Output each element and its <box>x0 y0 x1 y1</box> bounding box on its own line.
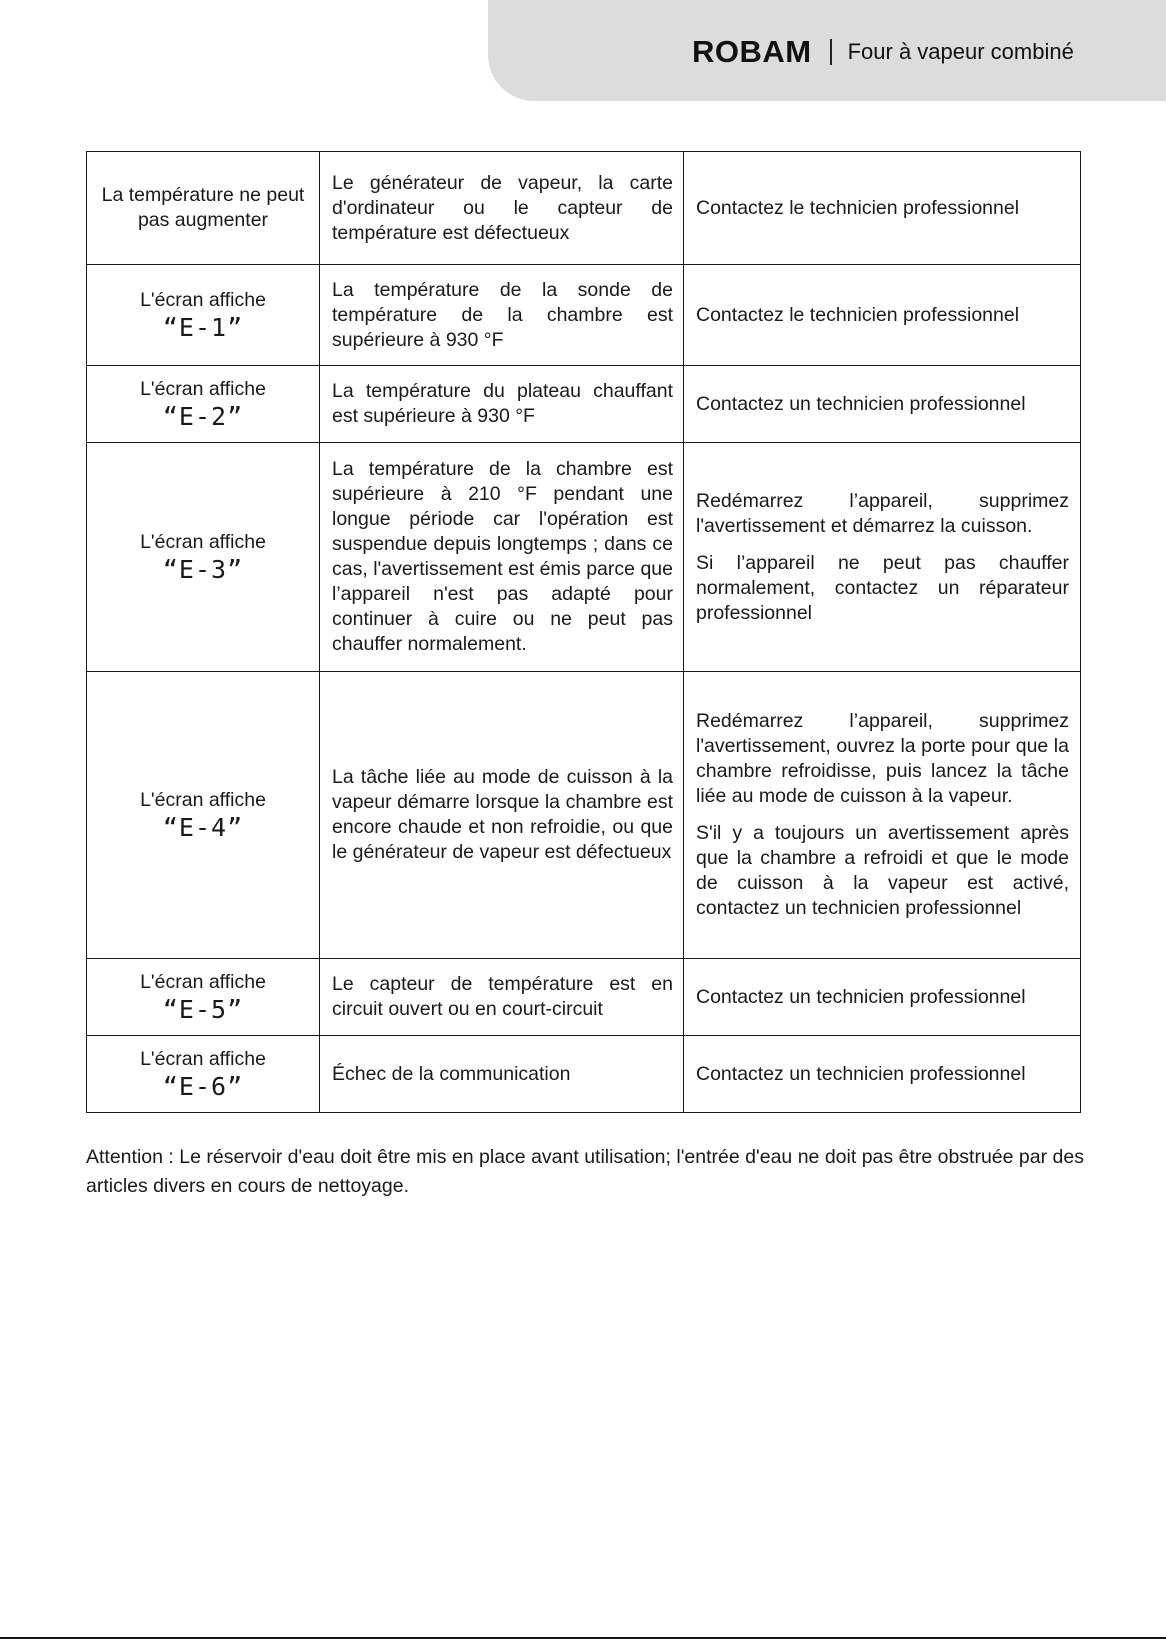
solution-cell <box>684 1036 1081 1113</box>
document-subtitle: Four à vapeur combiné <box>847 39 1074 64</box>
cause-cell: Le capteur de température est en circuit ouvert ou en court-circuit <box>320 959 684 1036</box>
solution-cell <box>684 672 1081 959</box>
error-code: “E-5” <box>162 994 244 1024</box>
solution-text: Redémarrez l’appareil, supprimez l'avertissement et démarrez la cuisson. <box>696 489 1069 537</box>
error-label: L'écran affiche <box>140 788 266 811</box>
cause-cell: Échec de la communication <box>320 1036 684 1113</box>
error-label-cell <box>87 366 320 443</box>
error-label: La température ne peut pas augmenter <box>101 184 305 231</box>
error-label-cell <box>87 959 320 1036</box>
solution-cell <box>684 265 1081 366</box>
error-label-cell <box>87 265 320 366</box>
solution-text: Redémarrez l’appareil, supprimez l'avertissement, ouvrez la porte pour que la chambre refroidisse, puis lancez la tâche liée au mode de cuisson à la vapeur. <box>696 710 1069 807</box>
table-row <box>87 1036 1081 1113</box>
brand-logo: ROBAM <box>692 34 812 69</box>
solution-text: Contactez un technicien professionnel <box>696 1062 1026 1085</box>
solution-cell <box>684 152 1081 265</box>
solution-cell <box>684 443 1081 672</box>
solution-text: Contactez le technicien professionnel <box>696 303 1020 326</box>
error-label: L'écran affiche <box>140 1047 266 1070</box>
troubleshooting-table <box>86 151 1081 1113</box>
solution-cell <box>684 366 1081 443</box>
table-row <box>87 366 1081 443</box>
error-label: L'écran affiche <box>140 377 266 400</box>
cause-cell: La tâche liée au mode de cuisson à la vapeur démarre lorsque la chambre est encore chaude et non refroidie, ou que le générateur de vapeur est défectueux <box>320 672 684 959</box>
table-row <box>87 152 1081 265</box>
table-row <box>87 443 1081 672</box>
attention-note: Attention : Le réservoir d'eau doit être mis en place avant utilisation; l'entrée d'eau ne doit pas être obstruée par des articles divers en cours de nettoyage. <box>86 1145 1084 1197</box>
table-row <box>87 265 1081 366</box>
brand-separator <box>830 39 832 65</box>
error-code: “E-1” <box>162 312 244 342</box>
error-label: L'écran affiche <box>140 530 266 553</box>
error-label: L'écran affiche <box>140 288 266 311</box>
error-code: “E-2” <box>162 401 244 431</box>
error-code: “E-6” <box>162 1071 244 1101</box>
error-code: “E-3” <box>162 554 244 584</box>
header-brand <box>692 32 1074 72</box>
error-label-cell <box>87 152 320 265</box>
error-label: L'écran affiche <box>140 970 266 993</box>
error-label-cell <box>87 443 320 672</box>
solution-text: S'il y a toujours un avertissement après que la chambre a refroidi et que le mode de cuisson à la vapeur est activé, contactez un technicien professionnel <box>696 822 1069 919</box>
solution-text: Contactez un technicien professionnel <box>696 392 1026 415</box>
table-row <box>87 672 1081 959</box>
error-code: “E-4” <box>162 812 244 842</box>
cause-cell: Le générateur de vapeur, la carte d'ordinateur ou le capteur de température est défectueux <box>320 152 684 265</box>
error-label-cell <box>87 1036 320 1113</box>
table-row <box>87 959 1081 1036</box>
solution-text: Contactez un technicien professionnel <box>696 985 1026 1008</box>
cause-cell: La température de la sonde de température de la chambre est supérieure à 930 °F <box>320 265 684 366</box>
solution-cell <box>684 959 1081 1036</box>
cause-cell: La température du plateau chauffant est supérieure à 930 °F <box>320 366 684 443</box>
solution-text: Contactez le technicien professionnel <box>696 196 1020 219</box>
solution-text: Si l’appareil ne peut pas chauffer normalement, contactez un réparateur professionnel <box>696 551 1069 624</box>
error-label-cell <box>87 672 320 959</box>
cause-cell: La température de la chambre est supérieure à 210 °F pendant une longue période car l'opération est suspendue depuis longtemps ; dans ce cas, l'avertissement est émis parce que l’appareil n'est pas adapté pour continuer à cuire ou ne peut pas chauffer normalement. <box>320 443 684 672</box>
